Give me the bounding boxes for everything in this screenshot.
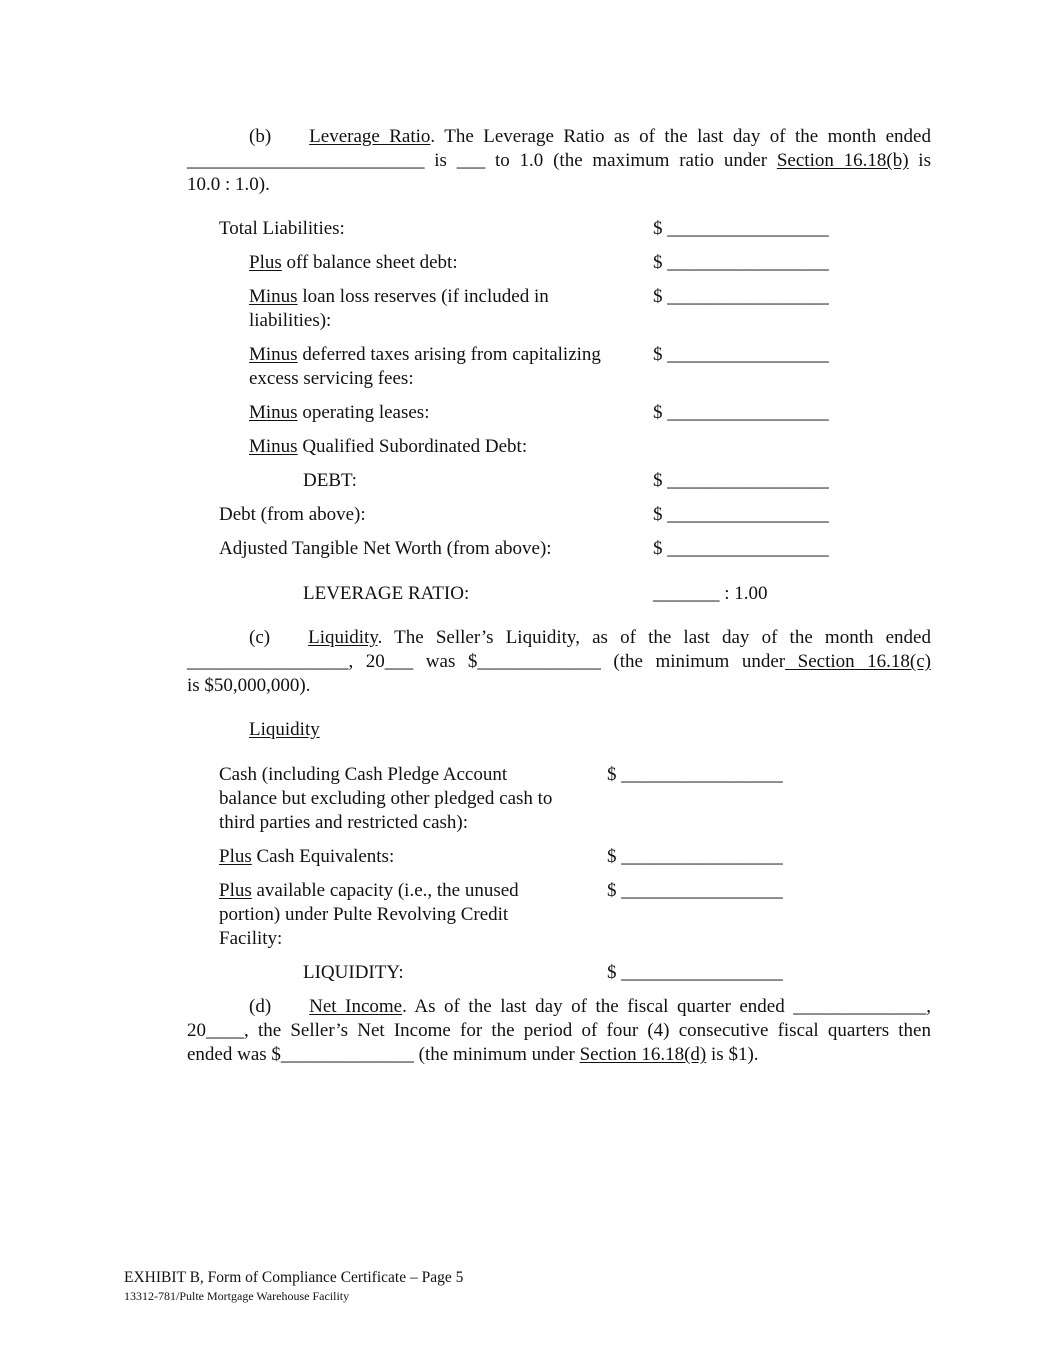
amount-off-balance: $ _________________ xyxy=(653,252,829,273)
liquidity-line2-text: _________________, 20___ was $_____________ (the minimum under xyxy=(187,651,786,672)
month-blank: _________________________ xyxy=(187,150,425,171)
row-label: Qualified Subordinated Debt: xyxy=(297,436,528,457)
leverage-line-2 xyxy=(187,149,931,173)
row-debt xyxy=(303,469,357,493)
amount-loan-loss: $ _________________ xyxy=(653,286,829,307)
row-label: operating leases: xyxy=(297,402,430,423)
amount-cash-equivalents: $ _________________ xyxy=(607,846,783,867)
net-income-line-1 xyxy=(187,995,931,1019)
amount-total-liabilities: $ _________________ xyxy=(653,218,829,239)
row-cash-equivalents xyxy=(219,845,394,869)
net-income-line-3 xyxy=(187,1043,931,1067)
row-label-cont: liabilities): xyxy=(249,310,332,331)
row-prefix: Minus xyxy=(249,402,298,423)
row-label-cont: balance but excluding other pledged cash to xyxy=(219,788,553,809)
net-income-heading: Net Income xyxy=(309,996,403,1017)
row-prefix: Plus xyxy=(219,880,252,901)
leverage-heading: Leverage Ratio xyxy=(309,126,431,147)
net-income-line3-end: is $1). xyxy=(706,1044,759,1065)
leverage-line-1 xyxy=(187,125,931,149)
row-subordinated-debt xyxy=(249,435,527,459)
row-label: deferred taxes arising from capitalizing xyxy=(297,344,601,365)
row-label: Debt (from above): xyxy=(219,504,366,525)
footer-title: EXHIBIT B, Form of Compliance Certificate – Page 5 xyxy=(124,1269,464,1286)
liquidity-line1-text: . The Seller’s Liquidity, as of the last day of the month ended xyxy=(377,627,931,648)
liquidity-subheading: Liquidity xyxy=(249,719,320,740)
section-ref-c: Section 16.18(c) xyxy=(785,651,931,672)
row-label: Cash (including Cash Pledge Account xyxy=(219,764,508,785)
row-operating-leases xyxy=(249,401,429,425)
net-income-line-2: 20____, the Seller’s Net Income for the period of four (4) consecutive fiscal quarters then xyxy=(187,1020,931,1041)
liquidity-heading: Liquidity xyxy=(308,627,378,648)
row-label: loan loss reserves (if included in xyxy=(297,286,549,307)
row-prefix: Minus xyxy=(249,286,298,307)
leverage-ratio-label: LEVERAGE RATIO: xyxy=(303,583,470,604)
row-label-cont: excess servicing fees: xyxy=(249,368,414,389)
leverage-marker: (b) xyxy=(249,126,272,147)
row-label-cont: third parties and restricted cash): xyxy=(219,812,469,833)
row-total-liabilities xyxy=(219,217,345,241)
liquidity-paragraph xyxy=(187,626,931,698)
amount-debt-from-above: $ _________________ xyxy=(653,504,829,525)
row-label: Total Liabilities: xyxy=(219,218,345,239)
row-available-capacity xyxy=(219,879,519,951)
row-cash xyxy=(219,763,552,835)
liquidity-line-1 xyxy=(187,626,931,650)
leverage-mid-text: to 1.0 (the maximum ratio under xyxy=(485,150,777,171)
leverage-is-text: is xyxy=(424,150,457,171)
liquidity-line-3: is $50,000,000). xyxy=(187,675,311,696)
section-ref-b: Section 16.18(b) xyxy=(776,150,909,171)
row-prefix: Minus xyxy=(249,436,298,457)
row-loan-loss xyxy=(249,285,549,333)
row-deferred-taxes xyxy=(249,343,601,391)
leverage-line1-text: . The Leverage Ratio as of the last day of the month ended xyxy=(430,126,931,147)
row-adjusted-tnw xyxy=(219,537,552,561)
row-label: off balance sheet debt: xyxy=(281,252,458,273)
row-label: Cash Equivalents: xyxy=(251,846,395,867)
row-label: Adjusted Tangible Net Worth (from above): xyxy=(219,538,552,559)
row-prefix: Plus xyxy=(219,846,252,867)
liquidity-total-label: LIQUIDITY: xyxy=(303,962,404,983)
section-ref-d: Section 16.18(d) xyxy=(579,1044,707,1065)
row-label: available capacity (i.e., the unused xyxy=(251,880,519,901)
ratio-blank: ___ xyxy=(456,150,486,171)
amount-operating-leases: $ _________________ xyxy=(653,402,829,423)
row-debt-from-above xyxy=(219,503,366,527)
row-prefix: Minus xyxy=(249,344,298,365)
row-prefix: Plus xyxy=(249,252,282,273)
net-income-line1-text: . As of the last day of the fiscal quarter ended ______________, xyxy=(402,996,931,1017)
liquidity-marker: (c) xyxy=(249,627,271,648)
leverage-ratio-value: _______ : 1.00 xyxy=(653,583,768,604)
leverage-ratio-paragraph xyxy=(187,125,931,197)
leverage-line-3: 10.0 : 1.0). xyxy=(187,174,270,195)
liquidity-line-2 xyxy=(187,650,931,674)
amount-adjusted-tnw: $ _________________ xyxy=(653,538,829,559)
net-income-line3-text: ended was $______________ (the minimum under xyxy=(187,1044,580,1065)
amount-debt: $ _________________ xyxy=(653,470,829,491)
row-label-cont: portion) under Pulte Revolving Credit xyxy=(219,904,509,925)
amount-deferred-taxes: $ _________________ xyxy=(653,344,829,365)
row-label-cont: Facility: xyxy=(219,928,283,949)
row-off-balance xyxy=(249,251,458,275)
liquidity-total-value: $ _________________ xyxy=(607,962,783,983)
leverage-end-text: is xyxy=(908,150,931,171)
amount-available-capacity: $ _________________ xyxy=(607,880,783,901)
net-income-marker: (d) xyxy=(249,996,272,1017)
row-label: DEBT: xyxy=(303,470,357,491)
net-income-paragraph xyxy=(187,995,931,1067)
footer-doc-id: 13312-781/Pulte Mortgage Warehouse Facility xyxy=(124,1289,350,1303)
amount-cash: $ _________________ xyxy=(607,764,783,785)
